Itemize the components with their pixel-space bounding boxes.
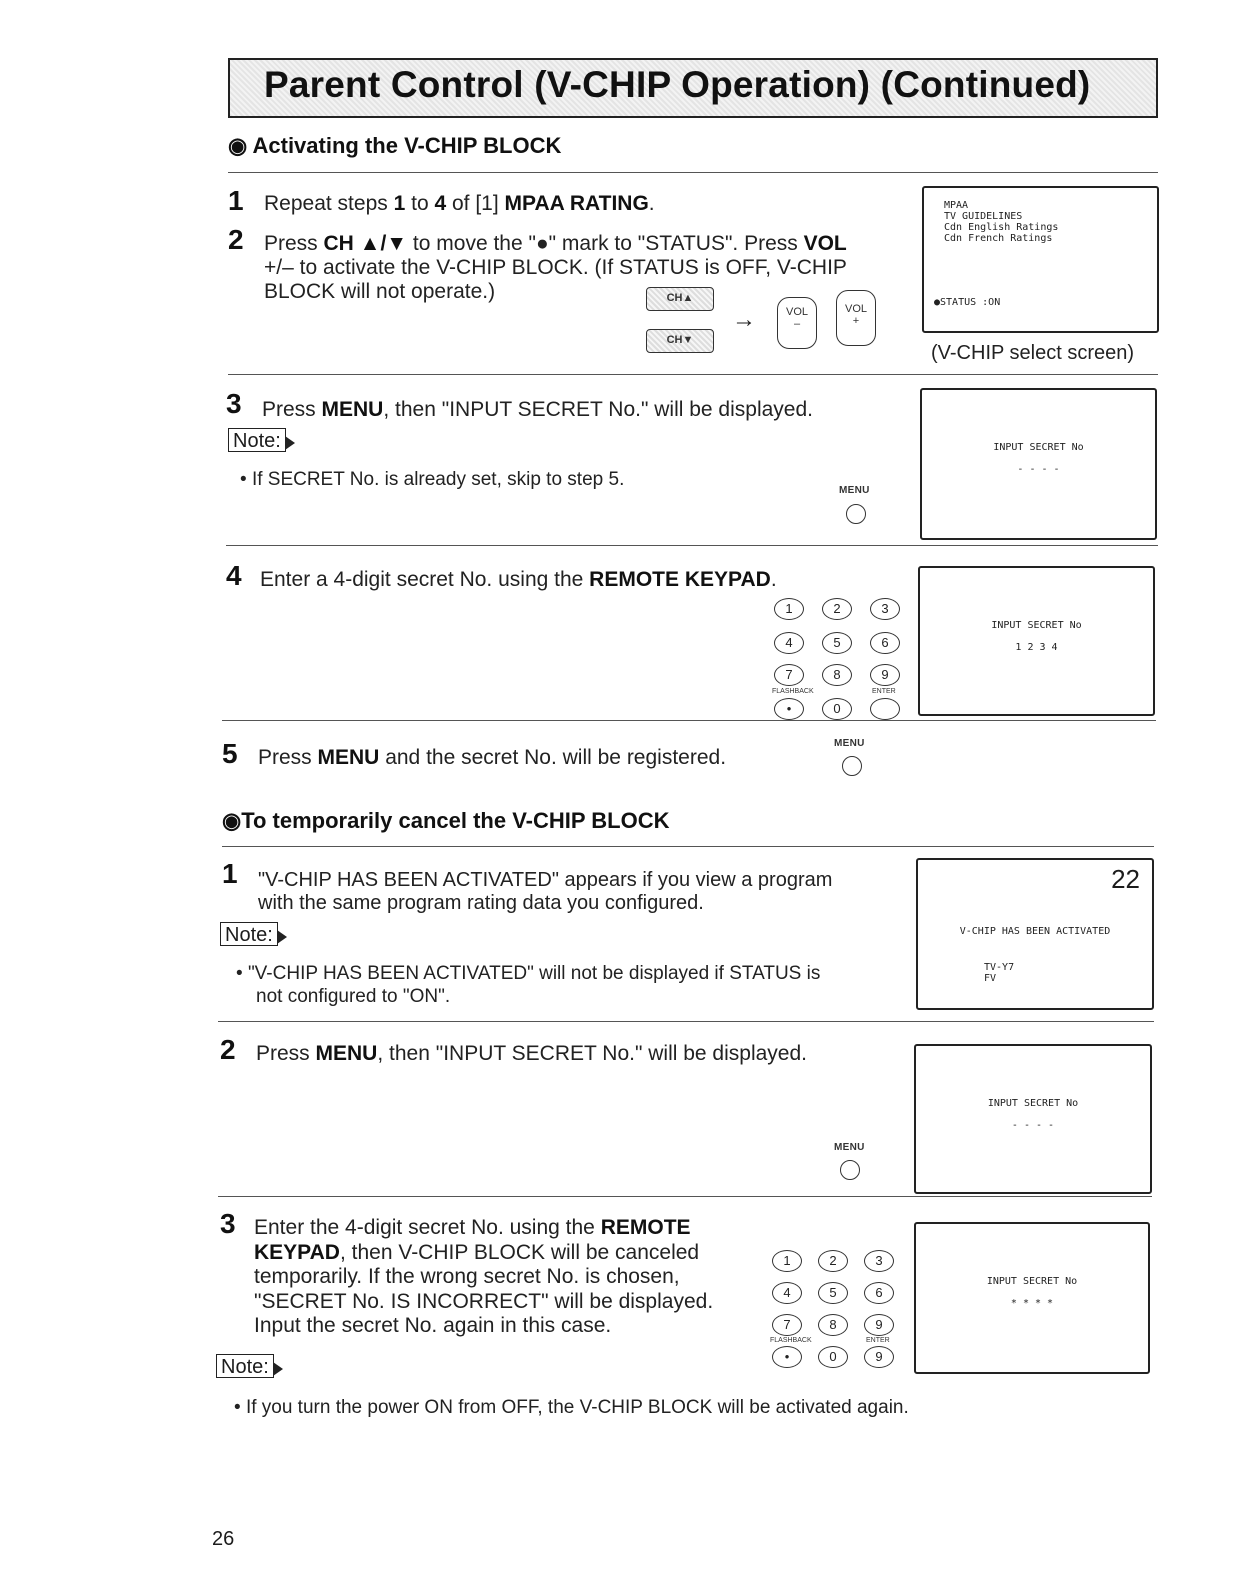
keypad-key-9-enter[interactable]: 9 <box>864 1346 894 1368</box>
note-label: Note: <box>220 922 287 946</box>
menu-button[interactable] <box>846 504 866 524</box>
input-secret-screen <box>914 1222 1150 1374</box>
enter-label: ENTER <box>872 688 896 695</box>
vchip-select-screen <box>922 186 1159 333</box>
step-text: Press CH ▲/▼ to move the "●" mark to "STATUS". Press VOL +/– to activate the V-CHIP BLOCK. (If STATUS is OFF, V-CHIP BLOCK will not operate.) <box>264 232 847 303</box>
keypad-key-flashback[interactable]: • <box>774 698 804 720</box>
enter-button[interactable] <box>870 698 900 720</box>
vol-plus-button[interactable]: VOL + <box>836 290 876 346</box>
flashback-label: FLASHBACK <box>770 1337 812 1344</box>
title-banner <box>228 58 1158 118</box>
screen-line: Cdn French Ratings <box>944 233 1053 244</box>
menu-button[interactable] <box>842 756 862 776</box>
screen-value: - - - - <box>1017 464 1060 475</box>
note-text: • "V-CHIP HAS BEEN ACTIVATED" will not be displayed if STATUS is not configured to "ON". <box>236 963 821 1007</box>
step-text: Enter a 4-digit secret No. using the REMOTE KEYPAD. <box>260 568 777 591</box>
keypad-key-6[interactable]: 6 <box>864 1282 894 1304</box>
keypad-key-1[interactable]: 1 <box>772 1250 802 1272</box>
screen-value: 1 2 3 4 <box>1015 642 1058 653</box>
screen-line: Cdn English Ratings <box>944 222 1059 233</box>
section-heading-text: To temporarily cancel the V-CHIP BLOCK <box>241 808 670 833</box>
keypad-key-5[interactable]: 5 <box>818 1282 848 1304</box>
divider <box>228 172 1158 173</box>
ch-up-button[interactable]: CH▲ <box>646 287 714 311</box>
page-number: 26 <box>212 1528 235 1550</box>
screen-value: * * * * <box>1010 1298 1054 1309</box>
page-title: Parent Control (V-CHIP Operation) (Continued) <box>264 64 1091 105</box>
keypad-key-0[interactable]: 0 <box>818 1346 848 1368</box>
screen-label: INPUT SECRET No <box>991 620 1082 631</box>
keypad-key-7[interactable]: 7 <box>772 1314 802 1336</box>
screen-label: INPUT SECRET No <box>987 1098 1079 1109</box>
step-text: Press MENU, then "INPUT SECRET No." will be displayed. <box>256 1042 807 1065</box>
keypad-key-8[interactable]: 8 <box>822 664 852 686</box>
keypad-key-3[interactable]: 3 <box>864 1250 894 1272</box>
screen-value: - - - - <box>1011 1120 1055 1131</box>
keypad-key-flashback[interactable]: • <box>772 1346 802 1368</box>
divider <box>222 720 1156 721</box>
menu-label: MENU <box>834 738 865 749</box>
input-secret-screen <box>920 388 1157 540</box>
step-text: Enter the 4-digit secret No. using the REMOTE KEYPAD, then V-CHIP BLOCK will be canceled temporarily. If the wrong secret No. is chosen, "SECRET No. IS INCORRECT" will be displayed. Input the secret No. again in this case. <box>254 1216 714 1337</box>
input-secret-screen <box>914 1044 1152 1194</box>
vol-minus-button[interactable]: VOL – <box>777 297 817 349</box>
vchip-activated-screen <box>916 858 1154 1010</box>
step-text: "V-CHIP HAS BEEN ACTIVATED" appears if you view a program with the same program rating data you configured. <box>258 869 833 914</box>
screen-label: INPUT SECRET No <box>986 1276 1078 1287</box>
keypad-key-6[interactable]: 6 <box>870 632 900 654</box>
divider <box>222 846 1154 847</box>
section-heading-activate <box>228 133 561 159</box>
note-arrow-icon <box>285 436 295 450</box>
keypad-key-2[interactable]: 2 <box>818 1250 848 1272</box>
rating-line: TV-Y7 <box>984 962 1015 973</box>
step-number: 5 <box>222 738 238 769</box>
screen-caption: (V-CHIP select screen) <box>931 342 1135 364</box>
divider <box>218 1021 1154 1022</box>
keypad-key-9[interactable]: 9 <box>870 664 900 686</box>
keypad-key-2[interactable]: 2 <box>822 598 852 620</box>
input-secret-screen <box>918 566 1155 716</box>
screen-line: MPAA <box>944 200 969 211</box>
screen-label: INPUT SECRET No <box>993 442 1084 453</box>
arrow-right-icon: → <box>732 306 756 333</box>
keypad-key-4[interactable]: 4 <box>772 1282 802 1304</box>
note-text: • If SECRET No. is already set, skip to step 5. <box>240 469 625 490</box>
keypad-key-4[interactable]: 4 <box>774 632 804 654</box>
bullet-dot-icon: ◉ <box>228 133 253 158</box>
step-number: 1 <box>222 858 238 889</box>
note-label: Note: <box>216 1354 283 1378</box>
note-arrow-icon <box>273 1362 283 1376</box>
menu-label: MENU <box>839 485 870 496</box>
channel-number: 22 <box>1111 864 1140 894</box>
step-text: Press MENU and the secret No. will be registered. <box>258 746 727 769</box>
step-number: 4 <box>226 560 242 591</box>
status-line: ●STATUS :ON <box>934 297 1001 308</box>
activated-message: V-CHIP HAS BEEN ACTIVATED <box>959 926 1111 937</box>
keypad-key-5[interactable]: 5 <box>822 632 852 654</box>
keypad-key-0[interactable]: 0 <box>822 698 852 720</box>
divider <box>228 374 1158 375</box>
enter-label: ENTER <box>866 1337 890 1344</box>
section-heading-cancel <box>222 808 669 834</box>
section-heading-text: Activating the V-CHIP BLOCK <box>252 133 562 158</box>
menu-button[interactable] <box>840 1160 860 1180</box>
step-number: 3 <box>220 1208 236 1239</box>
final-note: • If you turn the power ON from OFF, the V-CHIP BLOCK will be activated again. <box>234 1397 909 1418</box>
ch-down-button[interactable]: CH▼ <box>646 329 714 353</box>
note-label: Note: <box>228 428 295 452</box>
bullet-dot-icon: ◉ <box>222 808 242 833</box>
divider <box>218 1196 1152 1197</box>
keypad-key-1[interactable]: 1 <box>774 598 804 620</box>
menu-label: MENU <box>834 1142 865 1153</box>
step-number: 2 <box>228 224 244 255</box>
note-arrow-icon <box>277 930 287 944</box>
keypad-key-9[interactable]: 9 <box>864 1314 894 1336</box>
step-number: 2 <box>220 1034 236 1065</box>
rating-line: FV <box>984 973 997 984</box>
step-number: 1 <box>228 185 244 216</box>
divider <box>226 545 1158 546</box>
step-number: 3 <box>226 388 242 419</box>
flashback-label: FLASHBACK <box>772 688 814 695</box>
keypad-key-7[interactable]: 7 <box>774 664 804 686</box>
step-text: Repeat steps 1 to 4 of [1] MPAA RATING. <box>264 192 655 215</box>
keypad-key-3[interactable]: 3 <box>870 598 900 620</box>
step-text: Press MENU, then "INPUT SECRET No." will be displayed. <box>262 398 813 421</box>
screen-line: TV GUIDELINES <box>944 211 1023 222</box>
keypad-key-8[interactable]: 8 <box>818 1314 848 1336</box>
